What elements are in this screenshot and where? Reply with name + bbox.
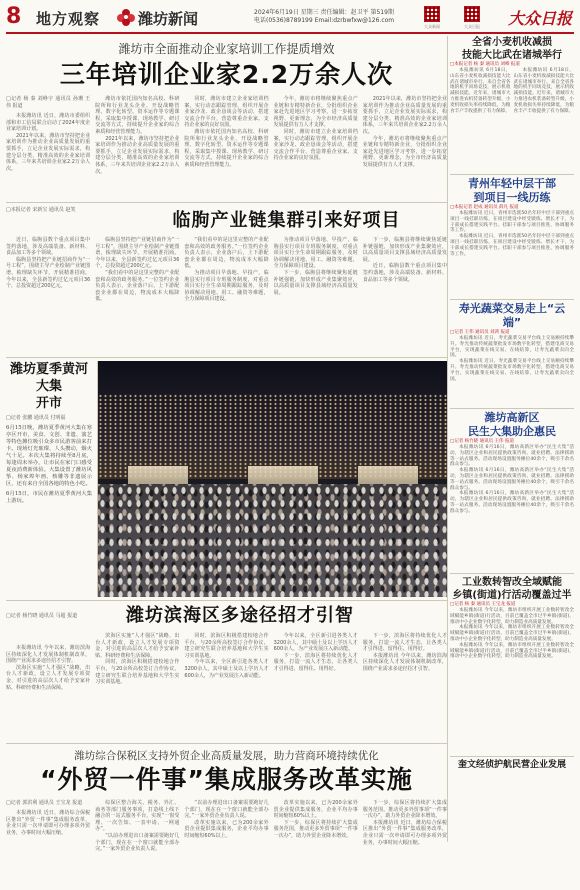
column-divider: [447, 36, 448, 842]
article-column: 今年，潍坊市将继续聚焦重点产业链和专精特新企业，分批组织企业家赴先进地区学习考察，进一步拓宽视野、更新理念，为全市经济高质量发展提供有力人才支撑。 同时，潍坊市建立企业家培训档案，实行动态跟踪管理，组织开展企业家沙龙、政企恳谈会等活动，搭建交流合作平台，营造尊重企业家、支持企业家的良好氛围。: [273, 96, 358, 162]
article-enterprise-training: [6, 36, 447, 198]
article-headline: 潍坊滨海区多途径招才引智: [126, 605, 354, 626]
article-column: 本报潍坊讯 今年以来，潍坊滨海区持续深化人才发展体制机制改革，围绕产业需求多途径招才引智。 滨海区实施“人才强区”战略，出台人才新政，设立人才发展专项资金，对引进的高层次人才给予安家补贴、科研经费和生活保障。: [6, 645, 91, 691]
side-headline: 工业数转智改全域赋能 乡镇(街道)行活动覆盖过半: [452, 577, 572, 601]
article-linqu-industry: [6, 203, 447, 357]
side-story: 潍坊高新区 民生大集助企惠民 □记者 杨竹晓 通讯员 王伟 报道 本报潍坊讯 6月16日，潍坊高新区举办“民生大集”活动，为辖区企业和居民提供政策咨询、就业招聘、法律援助等一站式服务。活动现场设置服务摊位40余个，吸引千余名群众参与。 本报潍坊讯 6月16日，潍坊高新区举办“民生大集”活动，为辖区企业和居民提供政策咨询、就业招聘、法律援助等一站式服务。活动现场设置服务摊位40余个，吸引千余名群众参与。 本报潍坊讯 6月16日，潍坊高新区举办“民生大集”活动，为辖区企业和居民提供政策咨询、就业招聘、法律援助等一站式服务。活动现场设置服务摊位40余个，吸引千余名群众参与。: [450, 411, 574, 514]
header-rule: [6, 32, 574, 34]
side-headline: 寿光蔬菜交易走上“云端”: [458, 302, 566, 329]
side-headline: 奎文经侦护航民营企业发展: [457, 760, 566, 770]
side-story: 寿光蔬菜交易走上“云端” □记者 王伟 通讯员 刘鸿 报道 本报潍坊讯 近日，寿光蔬菜交易平台线上交易额持续攀升。寿光推动传统蔬菜批发市场数字化转型，搭建电商交易平台，实现蔬菜在线交易、在线结算，让寿光蔬菜卖向全国。 本报潍坊讯 近日，寿光蔬菜交易平台线上交易额持续攀升。寿光推动传统蔬菜批发市场数字化转型，搭建电商交易平台，实现蔬菜在线交易、在线结算，让寿光蔬菜卖向全国。: [450, 302, 574, 382]
article-headline: 临朐产业链集群引来好项目: [172, 210, 401, 231]
article-column: 近日，临朐县数个重点项目集中签约落地，涉及高端装备、新材料、食品加工等多个领域。 临朐县坚持把产业链招商作为“一号工程”，围绕主导产业绘制产业链图谱，梳理缺失环节，开展精准招商。今年以来，全县新签约过亿元项目36个，总投资超过200亿元。: [6, 237, 91, 290]
article-binhai-talent: [6, 601, 447, 743]
feature-body: 6月15日晚，潍坊夏季黄河大集在寒亭区开市，美食、文创、非遗、演艺等特色摊位吸引众多市民游客前来打卡。现场灯光璀璨、人头攒动，烟火气十足。本次大集将持续至8月底，每逢周末举办，让市民在家门口感受夏夜消费新体验。大集设置了潍坊风筝、杨家埠年画、核雕等非遗展示区，还有来自全国各地的特色小吃。 6月15日，市民在潍坊夏季黄河大集上游玩。: [6, 425, 92, 504]
article-lead: 潍坊综合保税区支持外贸企业高质量发展，助力营商环境持续优化: [74, 750, 379, 762]
header-meta: 2024年6月19日 星期三 责任编辑：赵卫平 第519期 电话(0536)8789199 Email:dzrbwfxw@126.com: [254, 9, 395, 24]
news-sidebar: [450, 36, 574, 779]
article-column: □记者 郭洪利 通讯员 王宝龙 报道 本报潍坊讯 近日，潍坊综合保税区推出“外贸一件事”集成服务改革，企业只需一次申请即可办理多项外贸业务，办事时间大幅压缩。: [6, 800, 91, 836]
article-column: 为推动项目早落地、早投产，临朐县实行项目专班服务制度，对重点项目实行全生命周期跟踪服务，及时协调解决用地、用工、融资等难题，全力保障项目建设。 下一步，临朐县将继续聚焦延链补链强链，加快形成产业集聚效应，以高质量项目支撑县域经济高质量发展。: [273, 237, 358, 296]
page-header: [0, 0, 580, 34]
section-name: 地方观察: [36, 10, 101, 28]
article-headline: “外贸一件事”集成服务改革实施: [40, 765, 413, 794]
feature-market-story: [6, 361, 98, 597]
side-story: [450, 759, 574, 779]
article-column: 2021年以来，潍坊市坚持把企业家培训作为推动企业高质量发展的重要抓手，立足企业发展实际需求，构建分层分类、精准高效的企业家培训体系，三年来共培训企业家2.2万余人次。 今年，潍坊市将继续聚焦重点产业链和专精特新企业，分批组织企业家赴先进地区学习考察，进一步拓宽视野、更新理念，为全市经济高质量发展提供有力人才支撑。: [362, 96, 447, 168]
article-headline: 三年培训企业家2.2万余人次: [59, 60, 394, 89]
article-byline: □本报记者 宋新宝 通讯员 赵笑: [6, 207, 76, 213]
article-column: 潍坊市依托国内知名高校、科研院所和行业龙头企业，开设战略管理、数字化转型、资本运作等专题课程，采取集中授课、现场教学、研讨交流等方式，持续提升企业家的综合素质和经营管理能力。 2021年以来，潍坊市坚持把企业家培训作为推动企业高质量发展的重要抓手，立足企业发展实际需求，构建分层分类、精准高效的企业家培训体系，三年来共培训企业家2.2万余人次。: [95, 96, 180, 175]
side-story: 青州年轻中层干部 到项目一线历练 □本报记者 赵成 通讯员 薛凡 报道 本报潍坊讯 近日，青州市选派50名年轻中层干部到重点项目一线挂职历练，在项目建设中经受锻炼、增长才干，为干部成长搭建实践平台。挂职干部参与项目推进、协调服务等工作。 本报潍坊讯 近日，青州市选派50名年轻中层干部到重点项目一线挂职历练，在项目建设中经受锻炼、增长才干，为干部成长搭建实践平台。挂职干部参与项目推进、协调服务等工作。: [450, 177, 574, 257]
main-column: [6, 36, 447, 890]
article-column: “以前办理进出口备案需要跑好几个部门，现在在一个窗口就能全部办完。”一家外贸企业负责人说。 改革实施以来，已为200余家外贸企业提供集成服务，企业平均办事时间缩短60%以上。: [184, 800, 269, 839]
flower-logo-icon: [116, 7, 136, 27]
article-column: “我们看中的是这里完整的产业配套和高效的政务服务。”一位签约企业负责人表示，企业落户后，上下游配套企业都在周边，物流成本大幅降低。 为推动项目早落地、早投产，临朐县实行项目专班服务制度，对重点项目实行全生命周期跟踪服务，及时协调解决用地、用工、融资等难题，全力保障项目建设。: [184, 237, 269, 303]
qr-label: 大众日报: [464, 24, 480, 29]
article-column: 改革实施以来，已为200余家外贸企业提供集成服务，企业平均办事时间缩短60%以上。 下一步，综保区将持续扩大集成服务范围，推动更多外贸事项“一件事一次办”，助力外贸企业降本增效。: [273, 800, 358, 839]
article-column: 下一步，滨海区将持续优化人才服务，打造一流人才生态，让各类人才引得进、留得住、用得好。 本报潍坊讯 今年以来，潍坊滨海区持续深化人才发展体制机制改革，围绕产业需求多途径招才引智。: [362, 633, 447, 672]
article-foreign-trade: [6, 744, 447, 890]
side-headline: 青州年轻中层干部 到项目一线历练: [468, 177, 556, 204]
qr-label: 大众新闻: [424, 24, 440, 29]
article-column: 同时，滨海区积极搭建校地合作平台，与20余所高校签订合作协议，建立研究生联合培养基地和大学生实习实训基地。 今年以来，全区新引进各类人才3200余人，其中硕士及以上学历人才600余人，为产业发展注入新动能。: [184, 633, 269, 679]
side-story: 工业数转智改全域赋能 乡镇(街道)行活动覆盖过半 □记者 杨 秦 通讯员 王宝龙 报道 本报潍坊讯 今年以来，潍坊市组织开展工业数转智改全域赋能乡镇(街道)行活动，目前已覆盖全市过半乡镇(街道)，推动中小企业数字化转型，助力制造业高质量发展。 本报潍坊讯 今年以来，潍坊市组织开展工业数转智改全域赋能乡镇(街道)行活动，目前已覆盖全市过半乡镇(街道)，推动中小企业数字化转型，助力制造业高质量发展。 本报潍坊讯 今年以来，潍坊市组织开展工业数转智改全域赋能乡镇(街道)行活动，目前已覆盖全市过半乡镇(街道)，推动中小企业数字化转型，助力制造业高质量发展。: [450, 577, 574, 660]
article-column: 今年以来，全区新引进各类人才3200余人，其中硕士及以上学历人才600余人，为产业发展注入新动能。 下一步，滨海区将持续优化人才服务，打造一流人才生态，让各类人才引得进、留得住、用得好。: [273, 633, 358, 672]
article-column: 滨海区实施“人才强区”战略，出台人才新政，设立人才发展专项资金，对引进的高层次人才给予安家补贴、科研经费和生活保障。 同时，滨海区积极搭建校地合作平台，与20余所高校签订合作协议，建立研究生联合培养基地和大学生实习实训基地。: [95, 633, 180, 686]
article-column: 综保区整合海关、税务、外汇、商务等部门服务事项，打造线上线下融合的一站式服务平台，实现“一窗受理、一次告知、一表申请、一网通办”。 “以前办理进出口备案需要跑好几个部门，现在在一个窗口就能全部办完。”一家外贸企业负责人说。: [95, 800, 180, 853]
article-column: 同时，潍坊市建立企业家培训档案，实行动态跟踪管理，组织开展企业家沙龙、政企恳谈会等活动，搭建交流合作平台，营造尊重企业家、支持企业家的良好氛围。 潍坊市依托国内知名高校、科研院所和行业龙头企业，开设战略管理、数字化转型、资本运作等专题课程，采取集中授课、现场教学、研讨交流等方式，持续提升企业家的综合素质和经营管理能力。: [184, 96, 269, 168]
feature-byline: □记者 张鹏 通讯员 付明福: [6, 415, 66, 421]
article-column: 临朐县坚持把产业链招商作为“一号工程”，围绕主导产业绘制产业链图谱，梳理缺失环节，开展精准招商。今年以来，全县新签约过亿元项目36个，总投资超过200亿元。 “我们看中的是这里完整的产业配套和高效的政务服务。”一位签约企业负责人表示，企业落户后，上下游配套企业都在周边，物流成本大幅降低。: [95, 237, 180, 303]
side-headline: 潍坊高新区 民生大集助企惠民: [468, 411, 556, 438]
side-headline: 全省小麦机收减损 技能大比武在诸城举行: [462, 37, 562, 61]
qr-code-icon: [464, 6, 480, 22]
article-column: 下一步，临朐县将继续聚焦延链补链强链，加快形成产业集聚效应，以高质量项目支撑县域经济高质量发展。 近日，临朐县数个重点项目集中签约落地，涉及高端装备、新材料、食品加工等多个领域。: [362, 237, 447, 283]
masthead: 大众日报: [508, 9, 573, 28]
page-number: 8: [6, 4, 22, 29]
night-market-photo: [98, 361, 447, 597]
side-story: 全省小麦机收减损 技能大比武在诸城举行 □本报记者 杨 秦 通讯员 刘峰 报道 本报潍坊讯 6月18日，山东省小麦机收减损技能大比武在诸城市举行。来自全省各地的机手同场竞技，展示机收减损技能。近年来，诸城市大力推进农机装备转型升级，小麦机收损失率持续降低，为粮食丰产丰收提供了有力保障。 本报潍坊讯 6月18日，山东省小麦机收减损技能大比武在诸城市举行。来自全省各地的机手同场竞技，展示机收减损技能。近年来，诸城市大力推进农机装备转型升级，小麦机收损失率持续降低，为粮食丰产丰收提供了有力保障。: [450, 37, 574, 114]
section-brand: 潍坊新闻: [138, 10, 199, 28]
article-lead: 潍坊市全面推动企业家培训工作提质增效: [118, 42, 335, 56]
article-byline: □记者 杨竹晓 通讯员 马超 报道: [6, 613, 78, 619]
article-column: 下一步，综保区将持续扩大集成服务范围，推动更多外贸事项“一件事一次办”，助力外贸企业降本增效。 本报潍坊讯 近日，潍坊综合保税区推出“外贸一件事”集成服务改革，企业只需一次申请即可办理多项外贸业务，办事时间大幅压缩。: [362, 800, 447, 846]
feature-title: 潍坊夏季黄河大集 开市: [9, 362, 88, 411]
article-column: □记者 杨 秦 刘峥宇 通讯员 孙珊 王伟 报道 本报潍坊讯 近日，潍坊市委组织部和市工信局联合启动了2024年度企业家培训计划。 2021年以来，潍坊市坚持把企业家培训作为推动企业高质量发展的重要抓手，立足企业发展实际需求，构建分层分类、精准高效的企业家培训体系，三年来共培训企业家2.2万余人次。: [6, 96, 91, 172]
qr-code-icon: [424, 6, 440, 22]
